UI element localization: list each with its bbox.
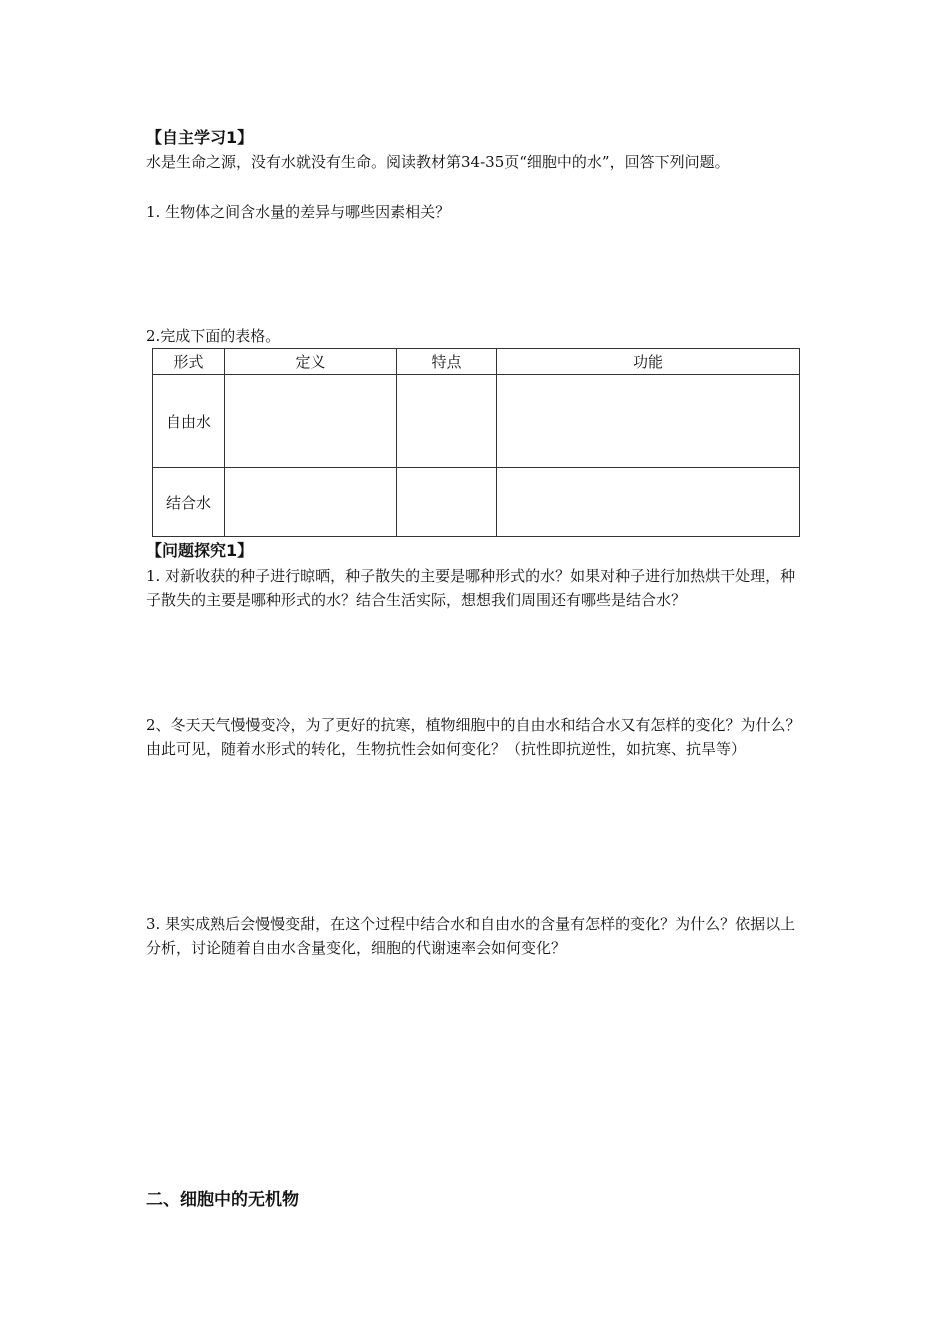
table-row <box>153 375 800 468</box>
explore-heading: 【问题探究1】 <box>146 541 254 560</box>
cell-feature[interactable] <box>397 375 497 468</box>
row-label-bound-water: 结合水 <box>153 468 225 537</box>
header-definition: 定义 <box>225 349 397 375</box>
header-feature: 特点 <box>397 349 497 375</box>
cell-definition[interactable] <box>225 468 397 537</box>
row-label-free-water: 自由水 <box>153 375 225 468</box>
explore-question-1: 1. 对新收获的种子进行晾晒，种子散失的主要是哪种形式的水？如果对种子进行加热烘干处理，种子散失的主要是哪种形式的水？结合生活实际，想想我们周围还有哪些是结合水？ <box>146 567 796 609</box>
header-function: 功能 <box>497 349 800 375</box>
explore-question-2: 2、冬天天气慢慢变冷，为了更好的抗寒，植物细胞中的自由水和结合水又有怎样的变化？为什么？由此可见，随着水形式的转化，生物抗性会如何变化？（抗性即抗逆性，如抗寒、抗旱等） <box>146 716 801 758</box>
explore-question-3: 3. 果实成熟后会慢慢变甜，在这个过程中结合水和自由水的含量有怎样的变化？为什么？依据以上分析，讨论随着自由水含量变化，细胞的代谢速率会如何变化？ <box>146 915 796 957</box>
cell-function[interactable] <box>497 375 800 468</box>
table-row <box>153 468 800 537</box>
question-1: 1. 生物体之间含水量的差异与哪些因素相关？ <box>146 203 451 221</box>
water-forms-table <box>152 348 800 537</box>
question-2: 2.完成下面的表格。 <box>146 327 281 345</box>
self-study-intro: 水是生命之源，没有水就没有生命。阅读教材第34-35页“细胞中的水”，回答下列问题。 <box>146 153 730 171</box>
cell-feature[interactable] <box>397 468 497 537</box>
section-2-title: 二、细胞中的无机物 <box>146 1190 299 1210</box>
cell-function[interactable] <box>497 468 800 537</box>
header-form: 形式 <box>153 349 225 375</box>
cell-definition[interactable] <box>225 375 397 468</box>
self-study-heading: 【自主学习1】 <box>146 128 254 147</box>
table-header-row <box>153 349 800 375</box>
